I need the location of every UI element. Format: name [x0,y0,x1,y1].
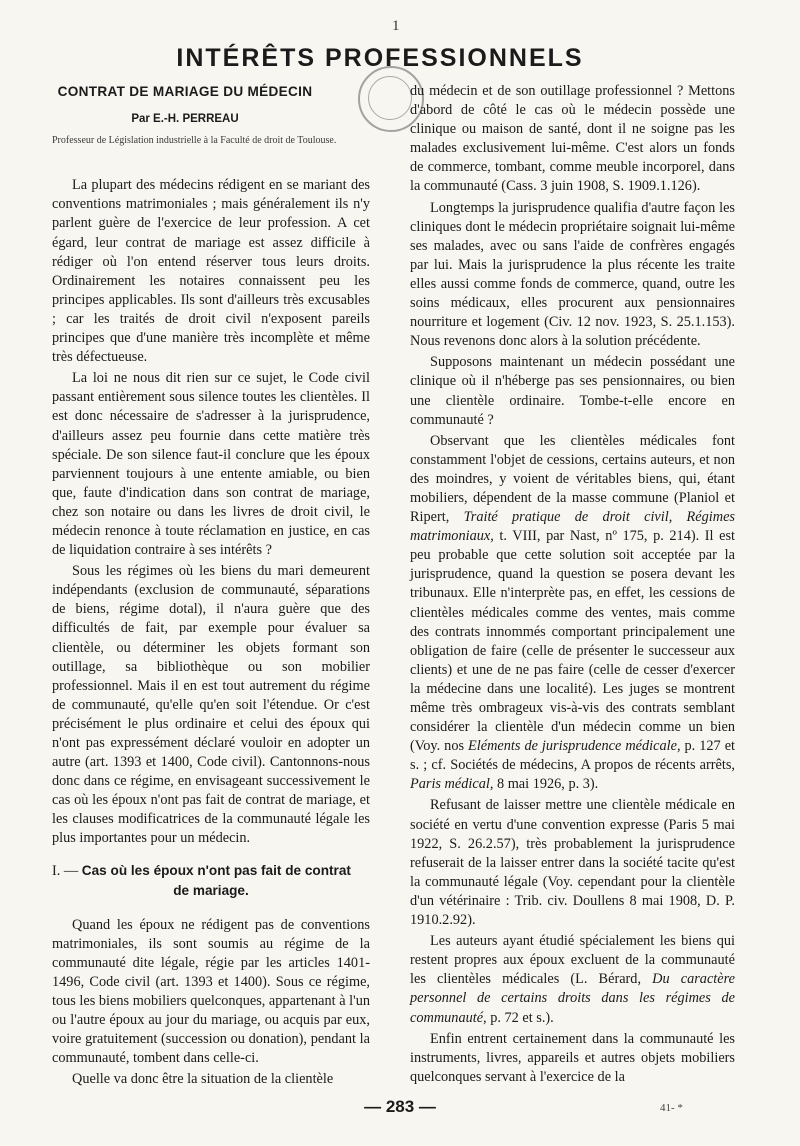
text-run: p. 127 et s. ; cf. Sociétés de médecins, A propos de récents arrêts, [410,738,736,774]
text-run: Les auteurs ayant étudié spécialement les biens qui restent propres aux époux excluent de la communauté les clientèles médicales (L. Bérard, [410,933,735,988]
paragraph: Refusant de laisser mettre une clientèle médicale en société en vertu d'une convention expresse (Paris 5 mai 1922, S. 26.2.57), très probablement la jurisprudence refuserait de la laisser entrer dans la société tacite qu'est la communauté légale (Voy. cependant pour la clientèle d'un vétérinaire : Trib. civ. Doullens 8 mai 1908, D. P. 1910.2.92). [410,797,735,929]
text-run: p. 72 et s.). [490,1009,554,1026]
section-number: I. — [52,862,79,879]
citation-title: Traité pratique de droit civil, Régimes matrimoniaux, [410,509,735,545]
section-title [52,861,370,900]
top-mark: 1 [392,18,400,34]
paragraph: Longtemps la jurisprudence qualifia d'autre façon les cliniques dont le médecin propriétaire soignait lui-même ses malades, avec ou sans l'aide de confrères engagés par lui. Mais la jurisprudence la plus récente les traite elles aussi comme fonds de commerce, quand, outre les soins médicaux, elles procurent aux pensionnaires nourriture et logement (Civ. 12 nov. 1923, S. 25.1.153). Nous revenons donc alors à la solution précédente. [410,199,735,350]
paragraph: Supposons maintenant un médecin possédant une clinique où il n'héberge pas ses pensionnaires, ou bien une clientèle ordinaire. Tombe-t-elle encore en communauté ? [410,354,735,428]
paragraph: Sous les régimes où les biens du mari demeurent indépendants (exclusion de communauté, séparations de biens, régime dotal), il n'aura guère que des difficultés de fait, par exemple pour évaluer sa clientèle, ou déterminer les objets formant son outillage, sa bibliothèque ou son mobilier professionnel. Mais il en est tout autrement du régime de communauté, qu'elle qu'en soit l'étendue. Or c'est précisément le plus ordinaire et celui des époux qui n'ont pas expressément déclaré vouloir en adopter un autre (art. 1393 et 1400, Code civil). Cantonnons-nous donc dans ce régime, en envisageant successivement le cas où les époux n'ont pas fait de contrat de mariage, et les clauses modificatrices de la communauté légale les plus importantes pour un médecin. [52,563,370,847]
paragraph [410,432,735,795]
text-run: t. VIII, par Nast, nº 175, p. 214). Il est peu probable que cette solution soit acceptée par la jurisprudence, quand la question se posera devant les tribunaux. Elle n'interprète pas, en effet, les cessions de clientèles médicales comme des ventes, mais comme des contrats innommés comportant principalement une obligation de faire (celle de présenter le successeur aux clients) et une de ne pas faire (celle de cesser d'exercer la médecine dans une localité). Les juges se montrent même très ombrageux vis-à-vis des contrats semblant considérer la clientèle d'un médecin comme un bien (Voy. nos [410,528,735,755]
citation-title: Eléments de jurisprudence médicale, [468,738,681,755]
corner-mark: 41- * [660,1102,683,1114]
citation-title: Paris médical, [410,776,494,793]
paragraph [410,932,735,1027]
section-title-line2: de mariage. [173,882,249,898]
article-header [52,82,337,150]
text-run: 8 mai 1926, p. 3). [496,776,599,793]
section-heading: INTÉRÊTS PROFESSIONNELS [176,44,584,72]
paragraph: La loi ne nous dit rien sur ce sujet, le Code civil passant entièrement sous silence toutes les clientèles. Il est donc nécessaire de s'adresser à la jurisprudence, d'ailleurs assez peu fournie dans cette matière très spéciale. De son silence faut-il conclure que les époux parviennent toujours à une entente amiable, ou bien que, faute d'indication dans son contrat de mariage, chez son notaire ou dans les livres de droit civil, le médecin renonce à toute réclamation en justice, en cas de liquidation contraire à ses intérêts ? [52,370,370,559]
right-column [410,82,735,1087]
left-column [52,82,370,1089]
section-title-line1: Cas où les époux n'ont pas fait de contrat [81,862,351,878]
page-number: — 283 — [364,1097,436,1116]
paragraph: La plupart des médecins rédigent en se mariant des conventions matrimoniales ; mais généralement ils n'y parlent guère de l'exercice de leur profession. A cet égard, leur contrat de mariage est assez difficile à rédiger où l'on entend réserver tous leurs droits. Ordinairement les notaires connaissent peu les principes applicables. Ils sont d'ailleurs très excusables ; car les traités de droit civil n'exposent pareils principes que d'une manière très incomplète et même très défectueuse. [52,177,370,366]
text-run: Observant que les clientèles médicales font constamment l'objet de cessions, certains auteurs, et non des moindres, y voient de véritables biens, qui, étant mobiliers, dépendent de la masse commune (Planiol et Ripert, [410,432,735,526]
paragraph: Quelle va donc être la situation de la clientèle [72,1071,334,1088]
paragraph: Enfin entrent certainement dans la communauté les instruments, livres, appareils et autres objets mobiliers quelconques servant à l'exercice de la [410,1030,735,1085]
citation-title: Du caractère personnel de certains droits dans les régimes de communauté, [410,971,735,1026]
paragraph: du médecin et de son outillage professionnel ? Mettons d'abord de côté le cas où le médecin possède une clinique ou maison de santé, dont il ne soigne pas les malades exclusivement lui-même. C'est alors un fonds de commerce, tombant, comme meuble incorporel, dans la communauté (Cass. 3 juin 1908, S. 1909.1.126). [410,83,735,195]
article-author: Par E.-H. PERREAU [131,113,239,126]
author-affiliation: Professeur de Législation industrielle à la Faculté de droit de Toulouse. [52,135,337,147]
article-title: CONTRAT DE MARIAGE DU MÉDECIN [57,84,313,99]
paragraph: Quand les époux ne rédigent pas de conventions matrimoniales, ils sont soumis au régime de la communauté dite légale, régie par les articles 1401-1496, Code civil (art. 1393 et 1400). Sous ce régime, tous les biens mobiliers quelconques, appartenant à l'un ou l'autre époux au jour du mariage, ou acquis par eux, voire gratuitement (succession ou donation), pendant la communauté, tombent dans celle-ci. [52,916,370,1067]
